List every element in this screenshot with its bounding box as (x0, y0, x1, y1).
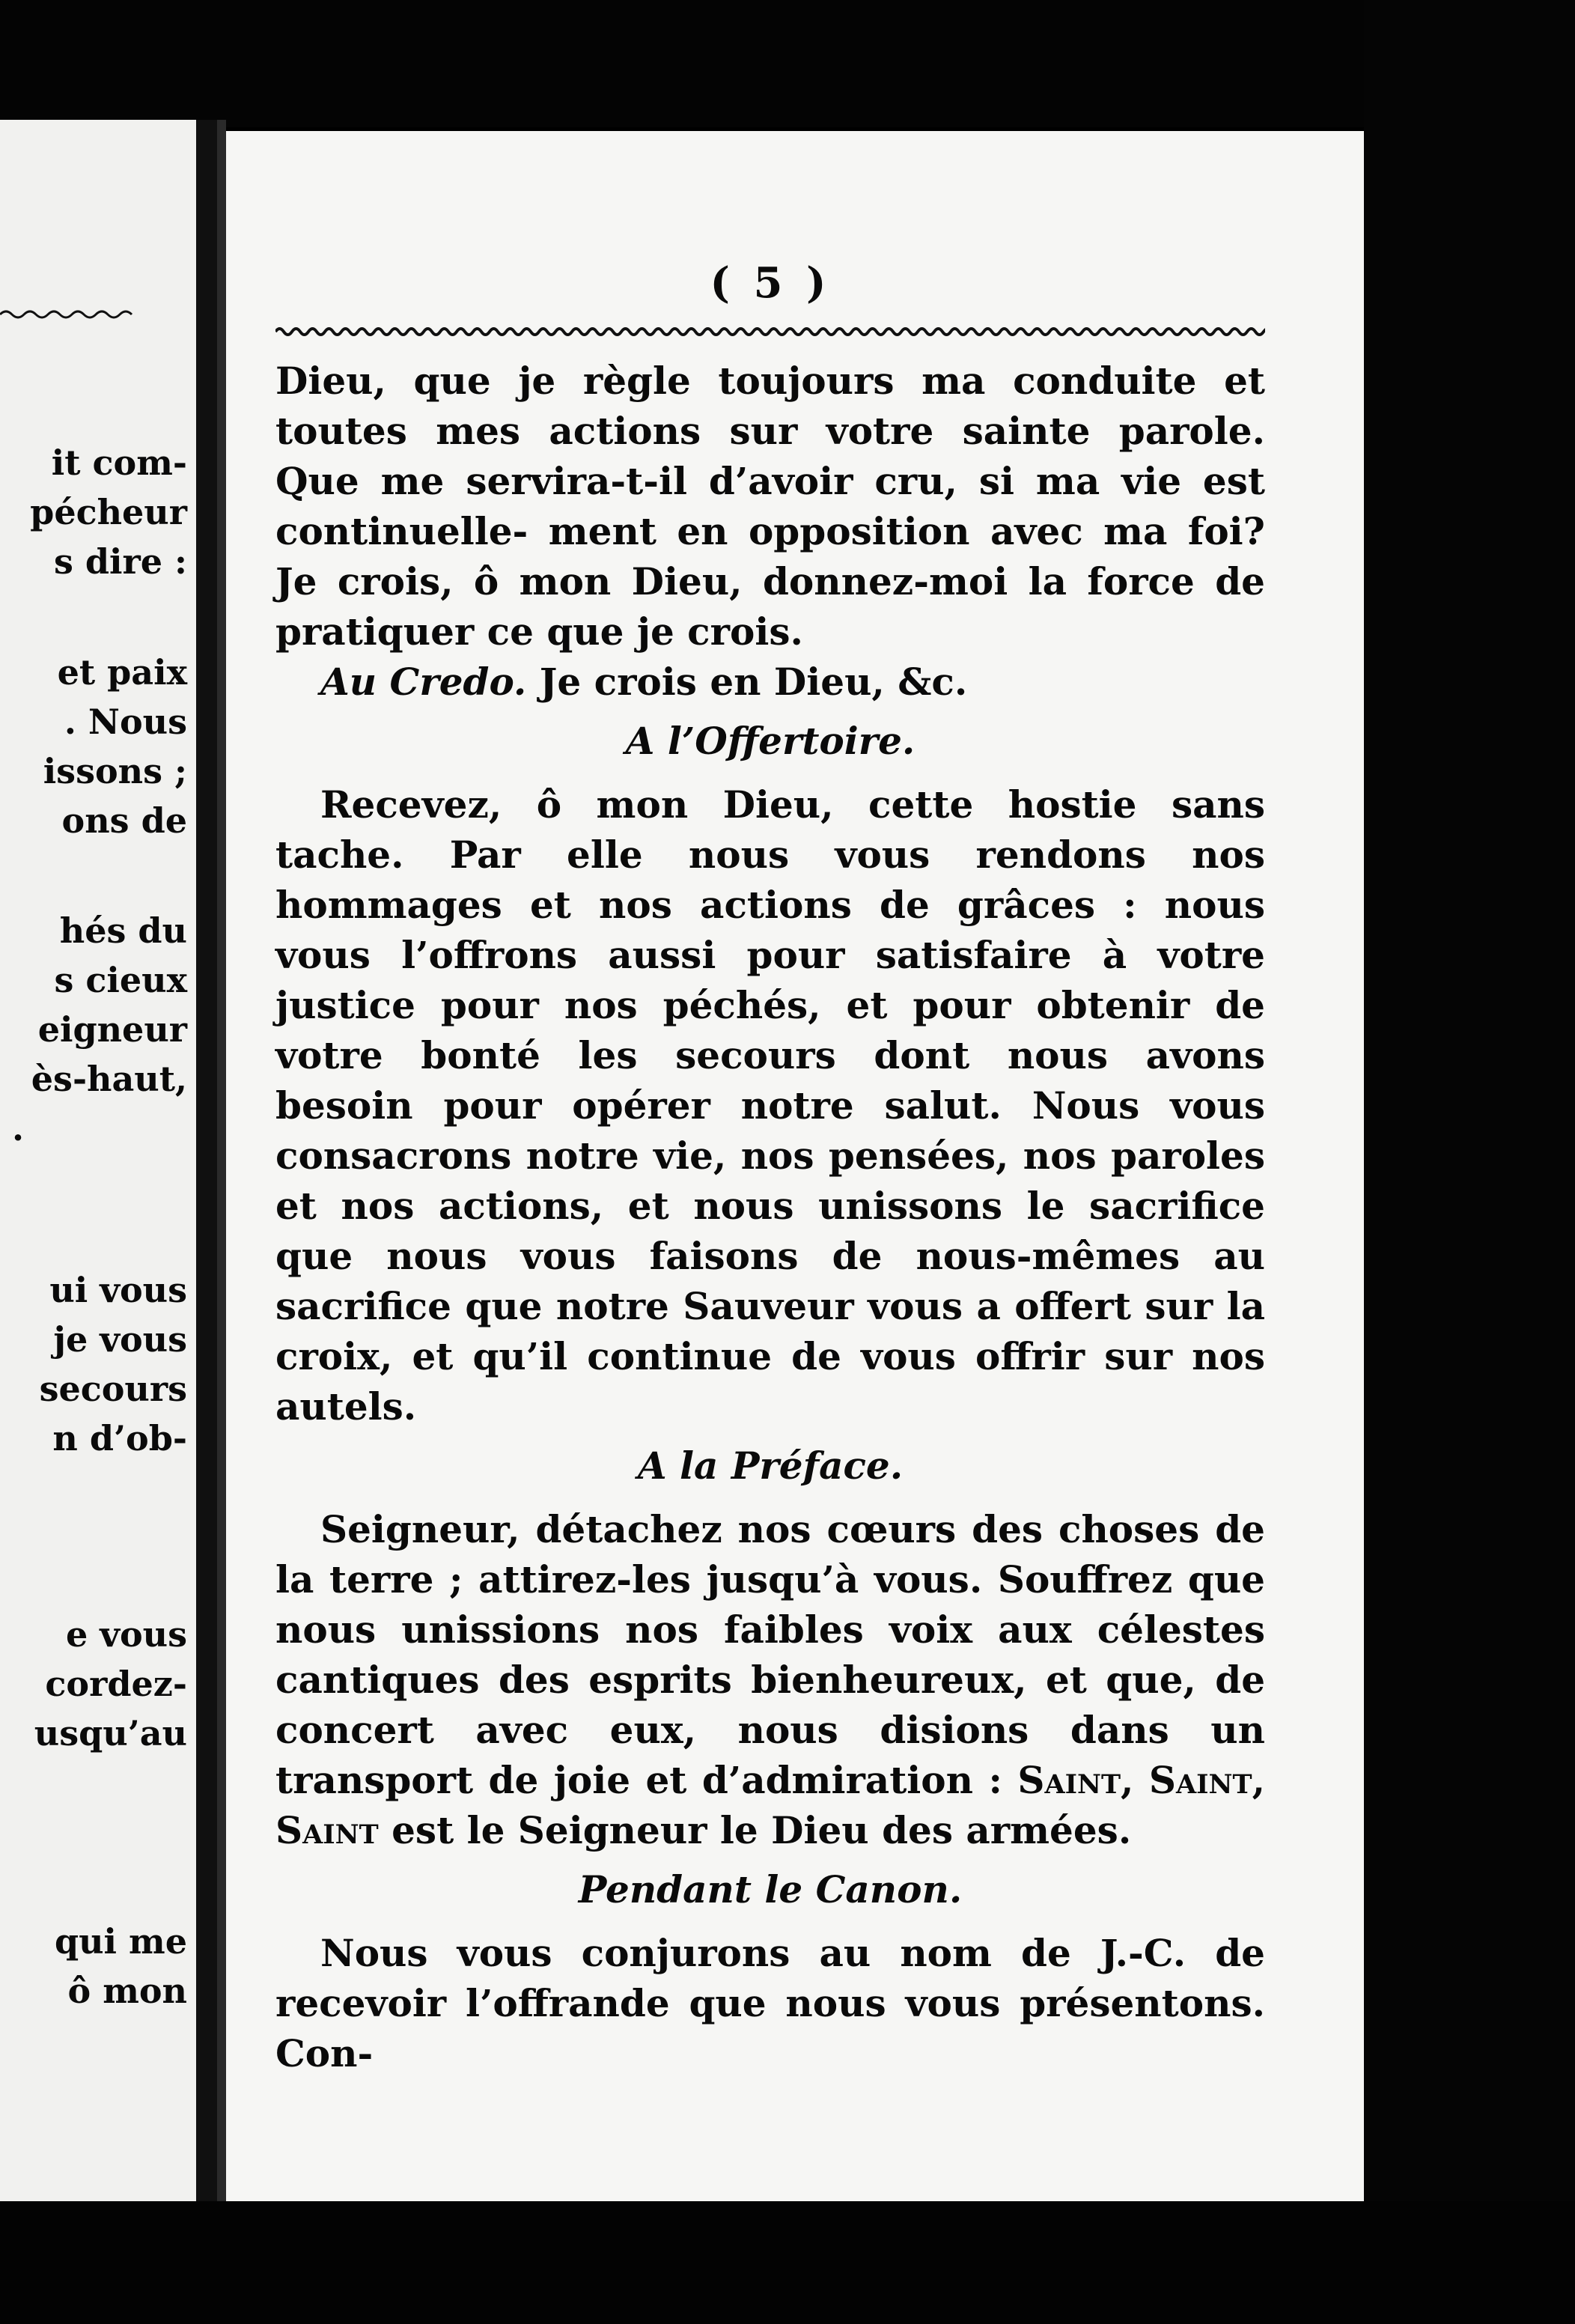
left-fragment: issons ; (43, 751, 187, 791)
paragraph-offertoire: Recevez, ô mon Dieu, cette hostie sans tache. Par elle nous vous rendons nos hommages et nos actions de grâces : nous vous l’offrons aussi pour satisfaire à votre justice pour nos péchés, et pour obtenir de votre bonté les secours dont nous avons besoin pour opérer notre salut. Nous vous consacrons notre vie, nos pensées, nos paroles et nos actions, et nous unissons le sacrifice que nous vous faisons de nous-mêmes au sacrifice que notre Sauveur vous a offert sur la croix, et qu’il continue de vous offrir sur nos autels. (275, 782, 1265, 1429)
left-fragment: s cieux (54, 960, 187, 1000)
preface-text-before: Seigneur, détachez nos cœurs des choses de la terre ; attirez-les jusqu’à vous. Souffrez que nous unissions nos faibles voix aux célestes cantiques des esprits bienheureux, et que, de concert avec eux, nous disions dans un transport de joie et d’admiration : (275, 1507, 1265, 1802)
left-fragment: . Nous (64, 702, 187, 742)
paragraph-preface (275, 1504, 1265, 1855)
heading-offertoire: A l’Offertoire. (625, 719, 916, 763)
left-fragment: cordez- (45, 1664, 187, 1704)
left-fragment: . (11, 1108, 24, 1149)
preface-sanctus: Saint, Saint, Saint (275, 1758, 1265, 1852)
left-fragment: e vous (65, 1614, 187, 1655)
book-gutter-edge (217, 120, 226, 2201)
page-number: ( 5 ) (710, 258, 831, 308)
preface-text-after: est le Seigneur le Dieu des armées. (392, 1808, 1132, 1852)
wavy-rule (275, 323, 1265, 341)
left-fragment: usqu’au (34, 1713, 187, 1753)
left-wavy-rule (0, 307, 196, 322)
heading-canon: Pendant le Canon. (578, 1867, 963, 1911)
left-fragment: ô mon (67, 1971, 187, 2011)
body-text (275, 356, 1265, 2078)
text-line: que je crois. (546, 609, 803, 654)
heading-preface: A la Préface. (637, 1444, 904, 1488)
left-fragment: eigneur (37, 1009, 187, 1050)
left-fragment: hés du (59, 910, 187, 951)
left-fragment: secours (39, 1369, 187, 1409)
text-line: servira-t-il d’avoir cru, si ma vie est continuelle- (275, 459, 1265, 553)
left-fragment: et paix (57, 652, 187, 693)
credo-label: Au Credo. (320, 660, 527, 704)
text-line: mes actions sur votre sainte parole. Que me (275, 409, 1265, 503)
paragraph-continuation (275, 356, 1265, 657)
text-line: mon Dieu, donnez-moi la force de pratiquer ce (275, 559, 1265, 654)
left-fragment: qui me (54, 1921, 187, 1962)
left-fragment: it com- (51, 442, 187, 483)
left-fragment: pécheur (30, 492, 187, 532)
film-frame-right (1364, 0, 1575, 2324)
credo-text: Je crois en Dieu, &c. (539, 660, 968, 704)
text-line: ment en opposition avec ma foi? Je crois, ô (275, 509, 1265, 603)
right-page (226, 131, 1364, 2201)
film-frame-top (0, 0, 1575, 127)
text-line: Dieu, que je règle toujours ma conduite et toutes (275, 359, 1265, 453)
credo-line (275, 657, 1265, 707)
left-page (0, 120, 196, 2201)
film-frame-bottom (0, 2201, 1575, 2324)
left-fragment: s dire : (53, 541, 187, 582)
left-fragment: ui vous (49, 1270, 187, 1310)
left-fragment: je vous (53, 1319, 187, 1360)
left-fragment: ès-haut, (31, 1059, 187, 1099)
left-fragment: ons de (61, 800, 187, 841)
paragraph-canon: Nous vous conjurons au nom de J.-C. de recevoir l’offrande que nous vous présentons. Con- (275, 1931, 1265, 2075)
left-fragment: n d’ob- (52, 1418, 187, 1458)
